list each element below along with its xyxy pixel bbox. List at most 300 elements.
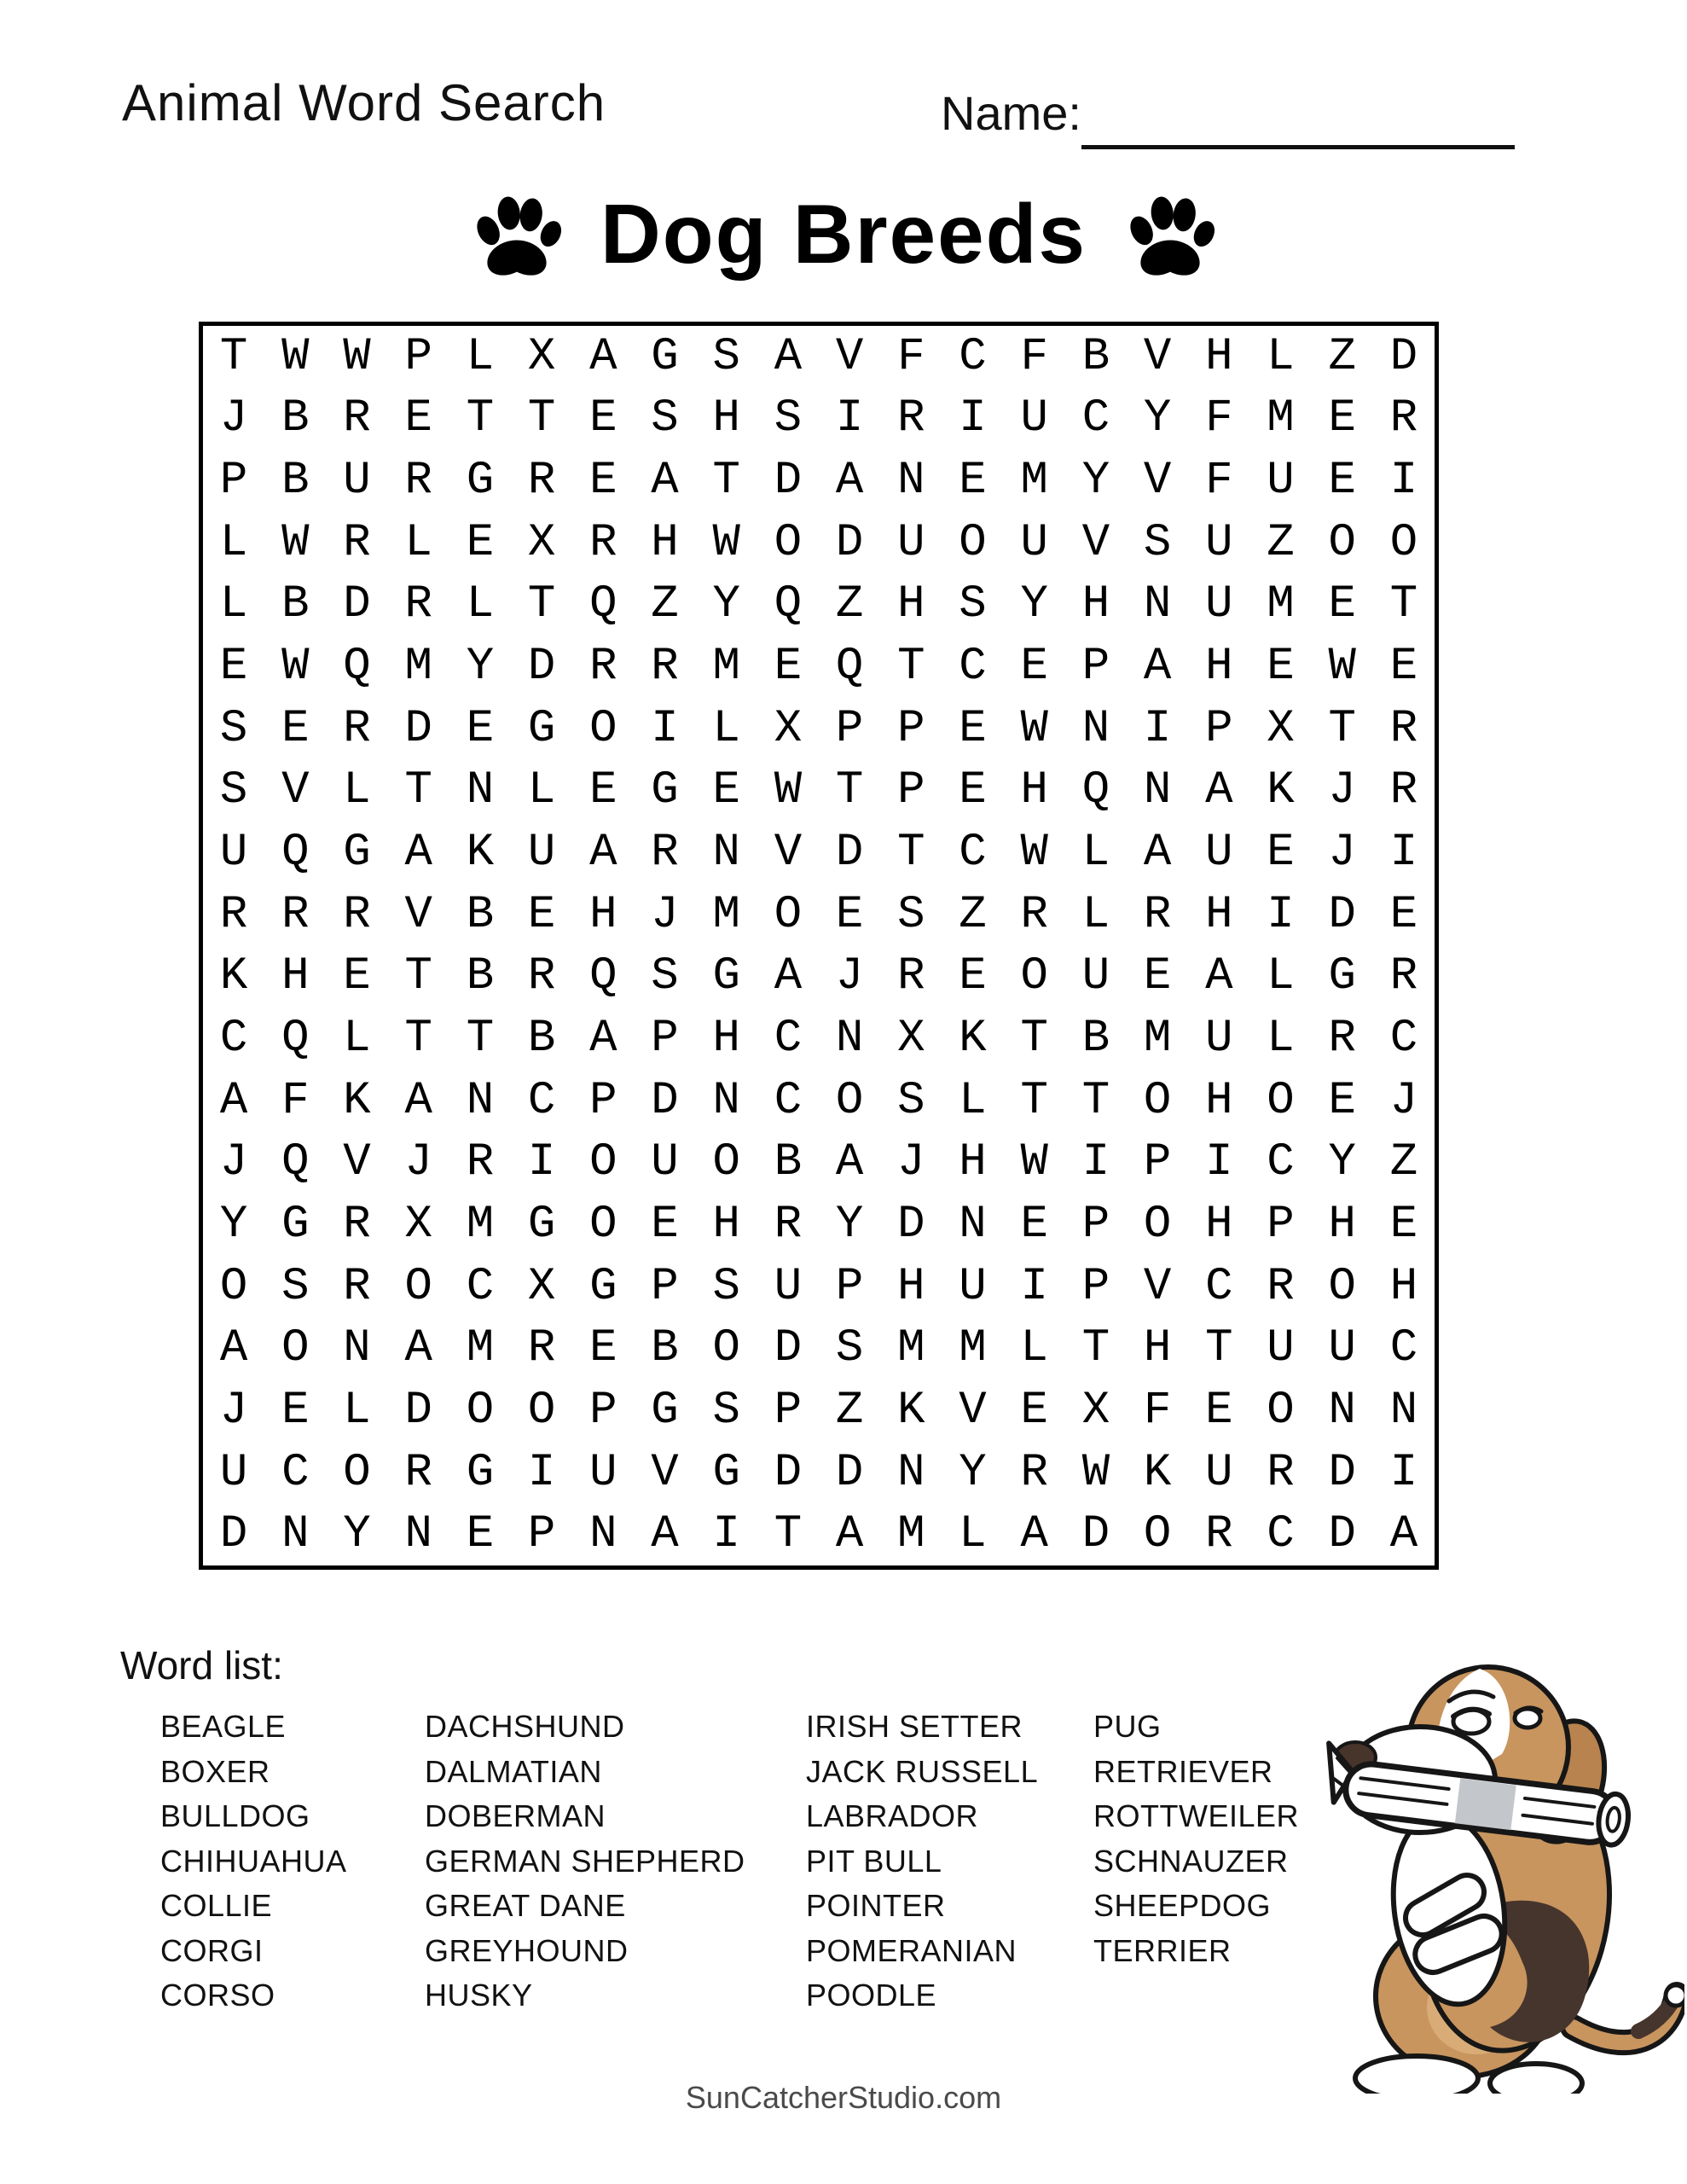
grid-cell-r16c17[interactable]: C — [1205, 1260, 1233, 1313]
grid-cell-r8c20[interactable]: R — [1389, 764, 1418, 817]
grid-cell-r8c2[interactable]: V — [281, 764, 310, 817]
grid-cell-r9c10[interactable]: V — [774, 827, 803, 880]
grid-cell-r12c14[interactable]: T — [1020, 1012, 1048, 1065]
grid-cell-r5c11[interactable]: Z — [835, 578, 864, 631]
grid-cell-r5c8[interactable]: Z — [651, 578, 679, 631]
grid-cell-r17c8[interactable]: B — [651, 1322, 679, 1375]
grid-cell-r4c10[interactable]: O — [774, 516, 803, 569]
grid-cell-r9c8[interactable]: R — [651, 827, 679, 880]
grid-cell-r15c10[interactable]: R — [774, 1198, 803, 1251]
grid-cell-r1c7[interactable]: A — [589, 330, 617, 383]
grid-cell-r14c14[interactable]: W — [1020, 1136, 1048, 1189]
grid-cell-r12c13[interactable]: K — [959, 1012, 987, 1065]
grid-cell-r9c9[interactable]: N — [712, 827, 740, 880]
grid-cell-r9c5[interactable]: K — [466, 827, 495, 880]
grid-cell-r19c5[interactable]: G — [466, 1446, 495, 1499]
grid-cell-r17c15[interactable]: T — [1081, 1322, 1110, 1375]
grid-cell-r14c4[interactable]: J — [404, 1136, 432, 1189]
grid-cell-r12c3[interactable]: L — [343, 1012, 371, 1065]
grid-cell-r6c18[interactable]: E — [1267, 641, 1295, 694]
grid-cell-r9c7[interactable]: A — [589, 827, 617, 880]
grid-cell-r11c15[interactable]: U — [1081, 950, 1110, 1003]
grid-cell-r3c8[interactable]: A — [651, 455, 679, 508]
grid-cell-r16c8[interactable]: P — [651, 1260, 679, 1313]
grid-cell-r5c14[interactable]: Y — [1020, 578, 1048, 631]
grid-cell-r17c5[interactable]: M — [466, 1322, 495, 1375]
grid-cell-r13c2[interactable]: F — [281, 1074, 310, 1127]
grid-cell-r14c5[interactable]: R — [466, 1136, 495, 1189]
grid-cell-r16c11[interactable]: P — [835, 1260, 864, 1313]
grid-cell-r12c6[interactable]: B — [527, 1012, 556, 1065]
grid-cell-r18c1[interactable]: J — [219, 1384, 248, 1437]
grid-cell-r4c15[interactable]: V — [1081, 516, 1110, 569]
grid-cell-r5c13[interactable]: S — [959, 578, 987, 631]
grid-cell-r3c14[interactable]: M — [1020, 455, 1048, 508]
grid-cell-r14c2[interactable]: Q — [281, 1136, 310, 1189]
grid-cell-r7c10[interactable]: X — [774, 702, 803, 755]
grid-cell-r13c19[interactable]: E — [1328, 1074, 1356, 1127]
grid-cell-r14c12[interactable]: J — [897, 1136, 925, 1189]
grid-cell-r2c17[interactable]: F — [1205, 392, 1233, 445]
grid-cell-r7c13[interactable]: E — [959, 702, 987, 755]
grid-cell-r10c12[interactable]: S — [897, 888, 925, 941]
grid-cell-r18c11[interactable]: Z — [835, 1384, 864, 1437]
grid-cell-r12c2[interactable]: Q — [281, 1012, 310, 1065]
grid-cell-r5c1[interactable]: L — [219, 578, 248, 631]
grid-cell-r10c15[interactable]: L — [1081, 888, 1110, 941]
grid-cell-r12c5[interactable]: T — [466, 1012, 495, 1065]
grid-cell-r13c16[interactable]: O — [1143, 1074, 1172, 1127]
grid-cell-r2c5[interactable]: T — [466, 392, 495, 445]
grid-cell-r15c11[interactable]: Y — [835, 1198, 864, 1251]
grid-cell-r16c7[interactable]: G — [589, 1260, 617, 1313]
grid-cell-r6c4[interactable]: M — [404, 641, 432, 694]
grid-cell-r2c20[interactable]: R — [1389, 392, 1418, 445]
grid-cell-r18c9[interactable]: S — [712, 1384, 740, 1437]
grid-cell-r17c6[interactable]: R — [527, 1322, 556, 1375]
grid-cell-r4c18[interactable]: Z — [1267, 516, 1295, 569]
grid-cell-r5c15[interactable]: H — [1081, 578, 1110, 631]
grid-cell-r10c10[interactable]: O — [774, 888, 803, 941]
grid-cell-r11c4[interactable]: T — [404, 950, 432, 1003]
grid-cell-r14c9[interactable]: O — [712, 1136, 740, 1189]
grid-cell-r5c6[interactable]: T — [527, 578, 556, 631]
grid-cell-r2c19[interactable]: E — [1328, 392, 1356, 445]
grid-cell-r20c2[interactable]: N — [281, 1508, 310, 1561]
grid-cell-r12c9[interactable]: H — [712, 1012, 740, 1065]
grid-cell-r5c5[interactable]: L — [466, 578, 495, 631]
grid-cell-r15c4[interactable]: X — [404, 1198, 432, 1251]
grid-cell-r6c7[interactable]: R — [589, 641, 617, 694]
grid-cell-r1c9[interactable]: S — [712, 330, 740, 383]
grid-cell-r19c2[interactable]: C — [281, 1446, 310, 1499]
grid-cell-r9c19[interactable]: J — [1328, 827, 1356, 880]
grid-cell-r6c16[interactable]: A — [1143, 641, 1172, 694]
grid-cell-r7c7[interactable]: O — [589, 702, 617, 755]
grid-cell-r2c12[interactable]: R — [897, 392, 925, 445]
grid-cell-r11c11[interactable]: J — [835, 950, 864, 1003]
grid-cell-r6c9[interactable]: M — [712, 641, 740, 694]
grid-cell-r17c4[interactable]: A — [404, 1322, 432, 1375]
grid-cell-r1c19[interactable]: Z — [1328, 330, 1356, 383]
grid-cell-r10c6[interactable]: E — [527, 888, 556, 941]
grid-cell-r11c10[interactable]: A — [774, 950, 803, 1003]
grid-cell-r20c11[interactable]: A — [835, 1508, 864, 1561]
grid-cell-r6c11[interactable]: Q — [835, 641, 864, 694]
grid-cell-r14c17[interactable]: I — [1205, 1136, 1233, 1189]
grid-cell-r17c19[interactable]: U — [1328, 1322, 1356, 1375]
grid-cell-r11c13[interactable]: E — [959, 950, 987, 1003]
grid-cell-r7c11[interactable]: P — [835, 702, 864, 755]
grid-cell-r8c17[interactable]: A — [1205, 764, 1233, 817]
grid-cell-r6c3[interactable]: Q — [343, 641, 371, 694]
grid-cell-r2c2[interactable]: B — [281, 392, 310, 445]
grid-cell-r19c10[interactable]: D — [774, 1446, 803, 1499]
grid-cell-r13c17[interactable]: H — [1205, 1074, 1233, 1127]
grid-cell-r19c1[interactable]: U — [219, 1446, 248, 1499]
grid-cell-r20c20[interactable]: A — [1389, 1508, 1418, 1561]
grid-cell-r9c20[interactable]: I — [1389, 827, 1418, 880]
grid-cell-r7c6[interactable]: G — [527, 702, 556, 755]
grid-cell-r4c19[interactable]: O — [1328, 516, 1356, 569]
grid-cell-r15c14[interactable]: E — [1020, 1198, 1048, 1251]
grid-cell-r8c10[interactable]: W — [774, 764, 803, 817]
grid-cell-r4c14[interactable]: U — [1020, 516, 1048, 569]
grid-cell-r8c1[interactable]: S — [219, 764, 248, 817]
grid-cell-r19c4[interactable]: R — [404, 1446, 432, 1499]
grid-cell-r14c19[interactable]: Y — [1328, 1136, 1356, 1189]
grid-cell-r5c3[interactable]: D — [343, 578, 371, 631]
grid-cell-r4c5[interactable]: E — [466, 516, 495, 569]
grid-cell-r13c7[interactable]: P — [589, 1074, 617, 1127]
grid-cell-r17c17[interactable]: T — [1205, 1322, 1233, 1375]
grid-cell-r11c7[interactable]: Q — [589, 950, 617, 1003]
grid-cell-r11c12[interactable]: R — [897, 950, 925, 1003]
grid-cell-r1c20[interactable]: D — [1389, 330, 1418, 383]
grid-cell-r3c7[interactable]: E — [589, 455, 617, 508]
grid-cell-r16c3[interactable]: R — [343, 1260, 371, 1313]
grid-cell-r18c12[interactable]: K — [897, 1384, 925, 1437]
grid-cell-r4c8[interactable]: H — [651, 516, 679, 569]
grid-cell-r6c20[interactable]: E — [1389, 641, 1418, 694]
grid-cell-r9c4[interactable]: A — [404, 827, 432, 880]
grid-cell-r6c14[interactable]: E — [1020, 641, 1048, 694]
grid-cell-r2c15[interactable]: C — [1081, 392, 1110, 445]
grid-cell-r1c13[interactable]: C — [959, 330, 987, 383]
grid-cell-r4c3[interactable]: R — [343, 516, 371, 569]
grid-cell-r12c16[interactable]: M — [1143, 1012, 1172, 1065]
grid-cell-r9c17[interactable]: U — [1205, 827, 1233, 880]
grid-cell-r14c16[interactable]: P — [1143, 1136, 1172, 1189]
grid-cell-r19c11[interactable]: D — [835, 1446, 864, 1499]
grid-cell-r13c10[interactable]: C — [774, 1074, 803, 1127]
grid-cell-r3c10[interactable]: D — [774, 455, 803, 508]
grid-cell-r5c7[interactable]: Q — [589, 578, 617, 631]
grid-cell-r15c17[interactable]: H — [1205, 1198, 1233, 1251]
grid-cell-r9c13[interactable]: C — [959, 827, 987, 880]
grid-cell-r19c17[interactable]: U — [1205, 1446, 1233, 1499]
grid-cell-r13c20[interactable]: J — [1389, 1074, 1418, 1127]
grid-cell-r9c1[interactable]: U — [219, 827, 248, 880]
grid-cell-r13c11[interactable]: O — [835, 1074, 864, 1127]
grid-cell-r6c12[interactable]: T — [897, 641, 925, 694]
grid-cell-r3c4[interactable]: R — [404, 455, 432, 508]
grid-cell-r4c17[interactable]: U — [1205, 516, 1233, 569]
grid-cell-r17c10[interactable]: D — [774, 1322, 803, 1375]
grid-cell-r13c14[interactable]: T — [1020, 1074, 1048, 1127]
grid-cell-r10c4[interactable]: V — [404, 888, 432, 941]
grid-cell-r17c3[interactable]: N — [343, 1322, 371, 1375]
grid-cell-r19c20[interactable]: I — [1389, 1446, 1418, 1499]
grid-cell-r12c1[interactable]: C — [219, 1012, 248, 1065]
grid-cell-r10c7[interactable]: H — [589, 888, 617, 941]
grid-cell-r4c2[interactable]: W — [281, 516, 310, 569]
grid-cell-r18c15[interactable]: X — [1081, 1384, 1110, 1437]
grid-cell-r1c11[interactable]: V — [835, 330, 864, 383]
grid-cell-r20c19[interactable]: D — [1328, 1508, 1356, 1561]
grid-cell-r2c3[interactable]: R — [343, 392, 371, 445]
grid-cell-r11c16[interactable]: E — [1143, 950, 1172, 1003]
grid-cell-r16c20[interactable]: H — [1389, 1260, 1418, 1313]
grid-cell-r9c6[interactable]: U — [527, 827, 556, 880]
grid-cell-r15c19[interactable]: H — [1328, 1198, 1356, 1251]
grid-cell-r17c11[interactable]: S — [835, 1322, 864, 1375]
grid-cell-r7c20[interactable]: R — [1389, 702, 1418, 755]
grid-cell-r3c3[interactable]: U — [343, 455, 371, 508]
grid-cell-r6c1[interactable]: E — [219, 641, 248, 694]
grid-cell-r19c19[interactable]: D — [1328, 1446, 1356, 1499]
grid-cell-r5c20[interactable]: T — [1389, 578, 1418, 631]
grid-cell-r2c8[interactable]: S — [651, 392, 679, 445]
grid-cell-r8c14[interactable]: H — [1020, 764, 1048, 817]
grid-cell-r20c1[interactable]: D — [219, 1508, 248, 1561]
grid-cell-r20c4[interactable]: N — [404, 1508, 432, 1561]
grid-cell-r16c14[interactable]: I — [1020, 1260, 1048, 1313]
grid-cell-r13c6[interactable]: C — [527, 1074, 556, 1127]
grid-cell-r12c11[interactable]: N — [835, 1012, 864, 1065]
grid-cell-r12c8[interactable]: P — [651, 1012, 679, 1065]
grid-cell-r3c2[interactable]: B — [281, 455, 310, 508]
grid-cell-r1c14[interactable]: F — [1020, 330, 1048, 383]
grid-cell-r10c18[interactable]: I — [1267, 888, 1295, 941]
grid-cell-r6c8[interactable]: R — [651, 641, 679, 694]
grid-cell-r14c11[interactable]: A — [835, 1136, 864, 1189]
grid-cell-r20c3[interactable]: Y — [343, 1508, 371, 1561]
grid-cell-r2c9[interactable]: H — [712, 392, 740, 445]
grid-cell-r19c13[interactable]: Y — [959, 1446, 987, 1499]
grid-cell-r9c3[interactable]: G — [343, 827, 371, 880]
grid-cell-r16c2[interactable]: S — [281, 1260, 310, 1313]
grid-cell-r19c3[interactable]: O — [343, 1446, 371, 1499]
grid-cell-r8c12[interactable]: P — [897, 764, 925, 817]
grid-cell-r19c6[interactable]: I — [527, 1446, 556, 1499]
grid-cell-r16c6[interactable]: X — [527, 1260, 556, 1313]
grid-cell-r11c19[interactable]: G — [1328, 950, 1356, 1003]
grid-cell-r20c13[interactable]: L — [959, 1508, 987, 1561]
grid-cell-r16c16[interactable]: V — [1143, 1260, 1172, 1313]
grid-cell-r12c4[interactable]: T — [404, 1012, 432, 1065]
grid-cell-r7c19[interactable]: T — [1328, 702, 1356, 755]
grid-cell-r14c20[interactable]: Z — [1389, 1136, 1418, 1189]
grid-cell-r8c6[interactable]: L — [527, 764, 556, 817]
grid-cell-r8c13[interactable]: E — [959, 764, 987, 817]
grid-cell-r2c4[interactable]: E — [404, 392, 432, 445]
grid-cell-r8c8[interactable]: G — [651, 764, 679, 817]
grid-cell-r3c15[interactable]: Y — [1081, 455, 1110, 508]
grid-cell-r1c17[interactable]: H — [1205, 330, 1233, 383]
grid-cell-r3c1[interactable]: P — [219, 455, 248, 508]
grid-cell-r2c16[interactable]: Y — [1143, 392, 1172, 445]
grid-cell-r19c8[interactable]: V — [651, 1446, 679, 1499]
grid-cell-r6c17[interactable]: H — [1205, 641, 1233, 694]
grid-cell-r5c17[interactable]: U — [1205, 578, 1233, 631]
grid-cell-r15c1[interactable]: Y — [219, 1198, 248, 1251]
grid-cell-r17c9[interactable]: O — [712, 1322, 740, 1375]
grid-cell-r15c9[interactable]: H — [712, 1198, 740, 1251]
grid-cell-r14c13[interactable]: H — [959, 1136, 987, 1189]
grid-cell-r19c15[interactable]: W — [1081, 1446, 1110, 1499]
grid-cell-r19c16[interactable]: K — [1143, 1446, 1172, 1499]
grid-cell-r17c13[interactable]: M — [959, 1322, 987, 1375]
grid-cell-r9c11[interactable]: D — [835, 827, 864, 880]
grid-cell-r7c18[interactable]: X — [1267, 702, 1295, 755]
grid-cell-r6c19[interactable]: W — [1328, 641, 1356, 694]
grid-cell-r5c18[interactable]: M — [1267, 578, 1295, 631]
grid-cell-r16c10[interactable]: U — [774, 1260, 803, 1313]
name-input-line[interactable] — [1081, 101, 1515, 149]
grid-cell-r2c14[interactable]: U — [1020, 392, 1048, 445]
grid-cell-r19c14[interactable]: R — [1020, 1446, 1048, 1499]
grid-cell-r18c2[interactable]: E — [281, 1384, 310, 1437]
grid-cell-r15c3[interactable]: R — [343, 1198, 371, 1251]
grid-cell-r20c6[interactable]: P — [527, 1508, 556, 1561]
grid-cell-r11c3[interactable]: E — [343, 950, 371, 1003]
grid-cell-r15c15[interactable]: P — [1081, 1198, 1110, 1251]
grid-cell-r10c9[interactable]: M — [712, 888, 740, 941]
grid-cell-r10c3[interactable]: R — [343, 888, 371, 941]
grid-cell-r4c16[interactable]: S — [1143, 516, 1172, 569]
grid-cell-r7c16[interactable]: I — [1143, 702, 1172, 755]
grid-cell-r20c9[interactable]: I — [712, 1508, 740, 1561]
grid-cell-r8c4[interactable]: T — [404, 764, 432, 817]
grid-cell-r10c19[interactable]: D — [1328, 888, 1356, 941]
grid-cell-r20c16[interactable]: O — [1143, 1508, 1172, 1561]
grid-cell-r16c13[interactable]: U — [959, 1260, 987, 1313]
grid-cell-r14c3[interactable]: V — [343, 1136, 371, 1189]
grid-cell-r10c1[interactable]: R — [219, 888, 248, 941]
grid-cell-r11c14[interactable]: O — [1020, 950, 1048, 1003]
grid-cell-r9c16[interactable]: A — [1143, 827, 1172, 880]
grid-cell-r9c2[interactable]: Q — [281, 827, 310, 880]
grid-cell-r14c8[interactable]: U — [651, 1136, 679, 1189]
grid-cell-r18c10[interactable]: P — [774, 1384, 803, 1437]
grid-cell-r3c6[interactable]: R — [527, 455, 556, 508]
grid-cell-r17c20[interactable]: C — [1389, 1322, 1418, 1375]
grid-cell-r5c4[interactable]: R — [404, 578, 432, 631]
grid-cell-r14c10[interactable]: B — [774, 1136, 803, 1189]
grid-cell-r13c15[interactable]: T — [1081, 1074, 1110, 1127]
grid-cell-r10c13[interactable]: Z — [959, 888, 987, 941]
grid-cell-r18c8[interactable]: G — [651, 1384, 679, 1437]
grid-cell-r20c12[interactable]: M — [897, 1508, 925, 1561]
grid-cell-r16c18[interactable]: R — [1267, 1260, 1295, 1313]
grid-cell-r12c15[interactable]: B — [1081, 1012, 1110, 1065]
grid-cell-r6c13[interactable]: C — [959, 641, 987, 694]
grid-cell-r3c19[interactable]: E — [1328, 455, 1356, 508]
grid-cell-r14c18[interactable]: C — [1267, 1136, 1295, 1189]
grid-cell-r20c7[interactable]: N — [589, 1508, 617, 1561]
grid-cell-r1c16[interactable]: V — [1143, 330, 1172, 383]
grid-cell-r18c13[interactable]: V — [959, 1384, 987, 1437]
grid-cell-r16c1[interactable]: O — [219, 1260, 248, 1313]
grid-cell-r18c18[interactable]: O — [1267, 1384, 1295, 1437]
grid-cell-r15c5[interactable]: M — [466, 1198, 495, 1251]
grid-cell-r15c13[interactable]: N — [959, 1198, 987, 1251]
grid-cell-r6c2[interactable]: W — [281, 641, 310, 694]
grid-cell-r1c15[interactable]: B — [1081, 330, 1110, 383]
grid-cell-r12c7[interactable]: A — [589, 1012, 617, 1065]
grid-cell-r18c6[interactable]: O — [527, 1384, 556, 1437]
grid-cell-r16c4[interactable]: O — [404, 1260, 432, 1313]
grid-cell-r5c9[interactable]: Y — [712, 578, 740, 631]
grid-cell-r4c11[interactable]: D — [835, 516, 864, 569]
grid-cell-r12c10[interactable]: C — [774, 1012, 803, 1065]
grid-cell-r1c3[interactable]: W — [343, 330, 371, 383]
grid-cell-r11c6[interactable]: R — [527, 950, 556, 1003]
grid-cell-r3c18[interactable]: U — [1267, 455, 1295, 508]
grid-cell-r11c2[interactable]: H — [281, 950, 310, 1003]
grid-cell-r10c11[interactable]: E — [835, 888, 864, 941]
grid-cell-r14c1[interactable]: J — [219, 1136, 248, 1189]
grid-cell-r20c17[interactable]: R — [1205, 1508, 1233, 1561]
grid-cell-r13c4[interactable]: A — [404, 1074, 432, 1127]
grid-cell-r11c17[interactable]: A — [1205, 950, 1233, 1003]
grid-cell-r1c4[interactable]: P — [404, 330, 432, 383]
grid-cell-r7c15[interactable]: N — [1081, 702, 1110, 755]
grid-cell-r4c9[interactable]: W — [712, 516, 740, 569]
grid-cell-r11c18[interactable]: L — [1267, 950, 1295, 1003]
grid-cell-r7c4[interactable]: D — [404, 702, 432, 755]
grid-cell-r13c3[interactable]: K — [343, 1074, 371, 1127]
grid-cell-r20c18[interactable]: C — [1267, 1508, 1295, 1561]
grid-cell-r3c9[interactable]: T — [712, 455, 740, 508]
grid-cell-r1c1[interactable]: T — [219, 330, 248, 383]
grid-cell-r5c2[interactable]: B — [281, 578, 310, 631]
grid-cell-r4c1[interactable]: L — [219, 516, 248, 569]
grid-cell-r7c17[interactable]: P — [1205, 702, 1233, 755]
grid-cell-r1c12[interactable]: F — [897, 330, 925, 383]
grid-cell-r7c2[interactable]: E — [281, 702, 310, 755]
grid-cell-r7c3[interactable]: R — [343, 702, 371, 755]
grid-cell-r20c8[interactable]: A — [651, 1508, 679, 1561]
grid-cell-r6c15[interactable]: P — [1081, 641, 1110, 694]
grid-cell-r5c19[interactable]: E — [1328, 578, 1356, 631]
grid-cell-r5c12[interactable]: H — [897, 578, 925, 631]
grid-cell-r11c5[interactable]: B — [466, 950, 495, 1003]
grid-cell-r18c16[interactable]: F — [1143, 1384, 1172, 1437]
grid-cell-r11c9[interactable]: G — [712, 950, 740, 1003]
grid-cell-r8c18[interactable]: K — [1267, 764, 1295, 817]
grid-cell-r11c20[interactable]: R — [1389, 950, 1418, 1003]
grid-cell-r7c5[interactable]: E — [466, 702, 495, 755]
grid-cell-r12c18[interactable]: L — [1267, 1012, 1295, 1065]
grid-cell-r13c12[interactable]: S — [897, 1074, 925, 1127]
grid-cell-r1c10[interactable]: A — [774, 330, 803, 383]
grid-cell-r13c18[interactable]: O — [1267, 1074, 1295, 1127]
grid-cell-r12c19[interactable]: R — [1328, 1012, 1356, 1065]
grid-cell-r17c2[interactable]: O — [281, 1322, 310, 1375]
grid-cell-r4c13[interactable]: O — [959, 516, 987, 569]
